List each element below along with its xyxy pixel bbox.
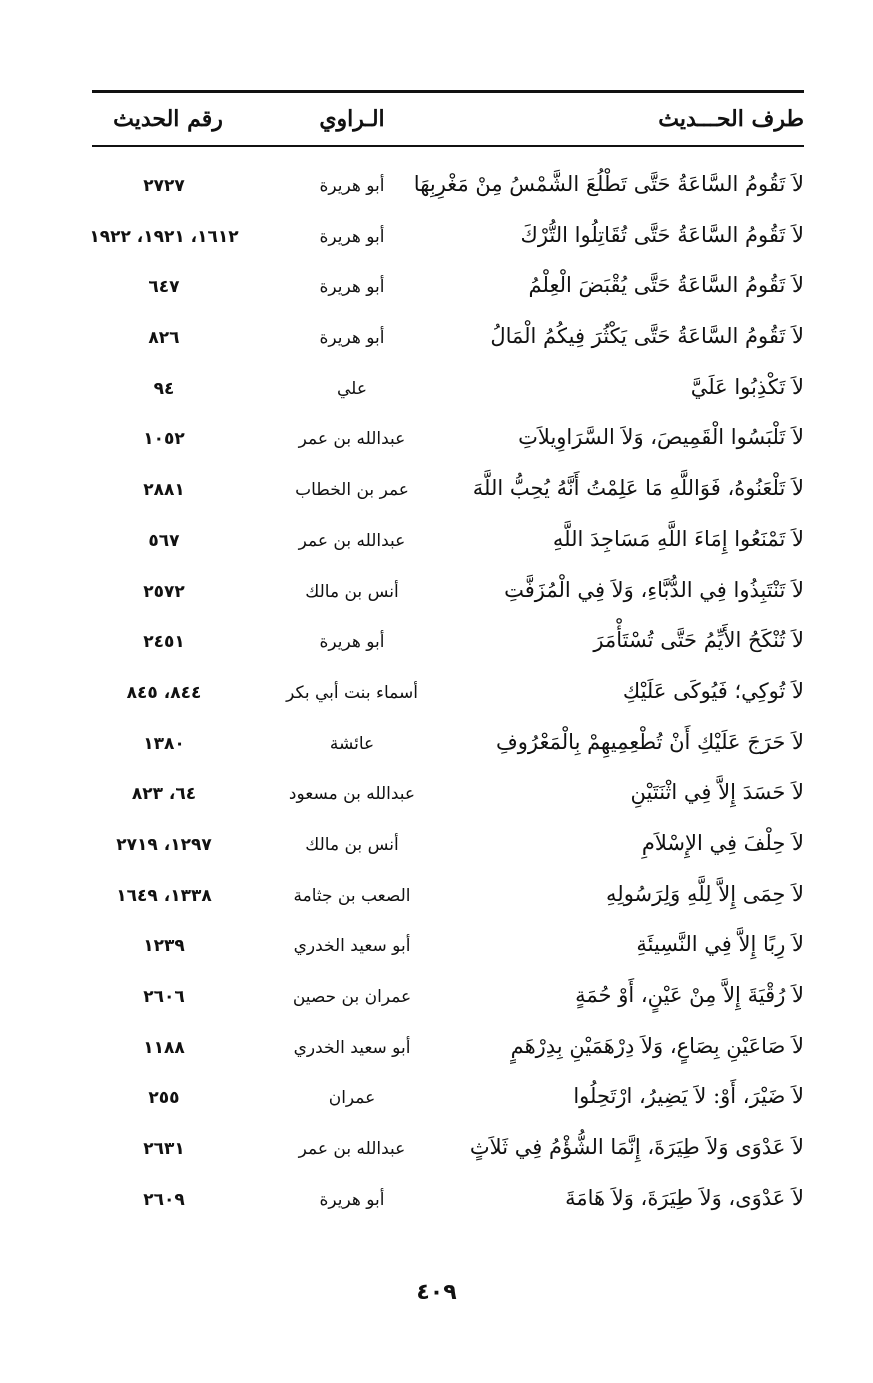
top-rule bbox=[92, 90, 804, 93]
narrator-name: علي bbox=[337, 378, 367, 399]
hadith-number: ٢٤٥١ bbox=[143, 632, 185, 653]
narrator-name: أبو هريرة bbox=[319, 632, 385, 653]
hadith-number: ١٢٣٩ bbox=[143, 936, 185, 957]
hadith-number: ١٣٣٨، ١٦٤٩ bbox=[116, 885, 212, 906]
hadith-number: ١٢٩٧، ٢٧١٩ bbox=[116, 834, 212, 855]
hadith-text: لاَ تَقُومُ السَّاعَةُ حَتَّى تُقَاتِلُوا التُّرْكَ bbox=[520, 222, 804, 247]
narrator-name: عبدالله بن عمر bbox=[298, 429, 406, 450]
hadith-number: ٢٧٢٧ bbox=[143, 176, 185, 196]
narrator-name: أبو سعيد الخدري bbox=[293, 1037, 411, 1058]
hadith-number: ١١٨٨ bbox=[143, 1037, 185, 1058]
narrator-name: أسماء بنت أبي بكر bbox=[286, 682, 418, 703]
hadith-text: لاَ رُقْيَةَ إِلاَّ مِنْ عَيْنٍ، أَوْ حُمَةٍ bbox=[575, 983, 804, 1007]
hadith-text: لاَ تَلْعَنُوهُ، فَوَاللَّهِ مَا عَلِمْتُ أَنَّهُ يُحِبُّ اللَّهَ bbox=[472, 476, 804, 501]
table-row bbox=[92, 922, 804, 973]
hadith-text: لاَ تَلْبَسُوا الْقَمِيصَ، وَلاَ السَّرَاوِيلاَتِ bbox=[518, 425, 804, 450]
hadith-number: ٢٨٨١ bbox=[143, 480, 185, 501]
hadith-text: لاَ تَكْذِبُوا عَلَيَّ bbox=[690, 374, 804, 399]
hadith-number: ٨٢٦ bbox=[148, 328, 180, 349]
hadith-text: لاَ تَقُومُ السَّاعَةُ حَتَّى تَطْلُعَ الشَّمْسُ مِنْ مَغْرِبِهَا bbox=[413, 172, 804, 196]
table-row bbox=[92, 1074, 804, 1125]
table-row bbox=[92, 415, 804, 466]
table-row bbox=[92, 365, 804, 416]
header-rule bbox=[92, 145, 804, 147]
table-row bbox=[92, 466, 804, 517]
narrator-name: أبو هريرة bbox=[319, 176, 385, 196]
table-row bbox=[92, 517, 804, 568]
hadith-text: لاَ تُنْكَحُ الأَيِّمُ حَتَّى تُسْتَأْمَرَ bbox=[593, 628, 804, 653]
hadith-number: ٢٦٠٦ bbox=[143, 987, 185, 1007]
hadith-number: ١٣٨٠ bbox=[143, 733, 185, 754]
page-number: ٤٠٩ bbox=[416, 1280, 457, 1305]
hadith-text: لاَ تَنْتَبِذُوا فِي الدُّبَّاءِ، وَلاَ فِي الْمُزَفَّتِ bbox=[504, 577, 804, 602]
narrator-name: عمران bbox=[328, 1088, 376, 1109]
hadith-text: لاَ تُوكِي؛ فَيُوكَى عَلَيْكِ bbox=[622, 678, 804, 703]
narrator-name: عمر بن الخطاب bbox=[295, 480, 409, 501]
hadith-number: ٢٥٧٢ bbox=[143, 581, 185, 602]
narrator-name: أبو هريرة bbox=[319, 1189, 385, 1210]
narrator-name: أنس بن مالك bbox=[305, 834, 399, 855]
header-number: رقم الحديث bbox=[113, 106, 223, 132]
hadith-text: لاَ صَاعَيْنِ بِصَاعٍ، وَلاَ دِرْهَمَيْنِ بِدِرْهَمٍ bbox=[510, 1033, 804, 1058]
hadith-table bbox=[89, 162, 804, 1226]
hadith-text: لاَ ضَيْرَ، أَوْ: لاَ يَضِيرُ، ارْتَحِلُوا bbox=[573, 1084, 804, 1109]
table-row bbox=[92, 1024, 804, 1075]
table-row bbox=[92, 770, 804, 821]
table-row bbox=[92, 1125, 804, 1176]
header-hadith: طرف الحـــديث bbox=[658, 106, 804, 132]
narrator-name: عبدالله بن عمر bbox=[298, 530, 406, 551]
table-row bbox=[92, 872, 804, 923]
hadith-text: لاَ حَسَدَ إِلاَّ فِي اثْنَتَيْنِ bbox=[630, 780, 804, 805]
narrator-name: عمران بن حصين bbox=[292, 987, 412, 1007]
table-row bbox=[92, 263, 804, 314]
hadith-text: لاَ حَرَجَ عَلَيْكِ أَنْ تُطْعِمِيهِمْ بِالْمَعْرُوفِ bbox=[496, 729, 804, 754]
hadith-text: لاَ عَدْوَى، وَلاَ طِيَرَةَ، وَلاَ هَامَةَ bbox=[565, 1185, 804, 1210]
narrator-name: عائشة bbox=[329, 733, 375, 754]
table-row bbox=[92, 1176, 804, 1227]
hadith-text: لاَ تَقُومُ السَّاعَةُ حَتَّى يَكْثُرَ فِيكُمُ الْمَالُ bbox=[490, 324, 804, 349]
table-row bbox=[92, 618, 804, 669]
narrator-name: أبو هريرة bbox=[319, 328, 385, 349]
narrator-name: أبو هريرة bbox=[319, 226, 385, 247]
table-row bbox=[92, 568, 804, 619]
header-narrator: الـراوي bbox=[319, 106, 385, 132]
table-row bbox=[89, 213, 804, 264]
hadith-number: ٢٥٥ bbox=[148, 1088, 180, 1109]
hadith-number: ٦٤٧ bbox=[148, 277, 180, 298]
narrator-name: الصعب بن جثامة bbox=[293, 885, 411, 906]
table-row bbox=[92, 162, 804, 213]
table-row bbox=[92, 973, 804, 1024]
narrator-name: أبو سعيد الخدري bbox=[293, 936, 411, 957]
hadith-text: لاَ تَقُومُ السَّاعَةُ حَتَّى يُقْبَضَ الْعِلْمُ bbox=[528, 273, 804, 298]
hadith-number: ٢٦٠٩ bbox=[143, 1189, 185, 1210]
narrator-name: عبدالله بن عمر bbox=[298, 1139, 406, 1160]
narrator-name: أبو هريرة bbox=[319, 277, 385, 298]
table-row bbox=[92, 669, 804, 720]
hadith-number: ١٠٥٢ bbox=[143, 429, 185, 450]
narrator-name: أنس بن مالك bbox=[305, 581, 399, 602]
hadith-number: ٥٦٧ bbox=[148, 530, 180, 551]
hadith-text: لاَ رِبًا إِلاَّ فِي النَّسِيئَةِ bbox=[636, 932, 804, 957]
narrator-name: عبدالله بن مسعود bbox=[288, 784, 416, 805]
hadith-text: لاَ تَمْنَعُوا إِمَاءَ اللَّهِ مَسَاجِدَ اللَّهِ bbox=[552, 526, 804, 551]
hadith-number: ١٦١٢، ١٩٢١، ١٩٢٢ bbox=[89, 226, 239, 247]
hadith-number: ٦٤، ٨٢٣ bbox=[131, 784, 197, 805]
table-row bbox=[92, 314, 804, 365]
hadith-number: ٩٤ bbox=[153, 378, 175, 399]
hadith-text: لاَ حِلْفَ فِي الإِسْلاَمِ bbox=[641, 830, 804, 855]
table-row bbox=[92, 720, 804, 771]
hadith-text: لاَ حِمَى إِلاَّ لِلَّهِ وَلِرَسُولِهِ bbox=[606, 881, 804, 906]
hadith-number: ٨٤٤، ٨٤٥ bbox=[126, 682, 202, 703]
table-header bbox=[92, 98, 804, 144]
hadith-text: لاَ عَدْوَى وَلاَ طِيَرَةَ، إِنَّمَا الشُّؤْمُ فِي ثَلاَثٍ bbox=[469, 1135, 804, 1160]
table-row bbox=[92, 821, 804, 872]
hadith-number: ٢٦٣١ bbox=[143, 1139, 185, 1160]
